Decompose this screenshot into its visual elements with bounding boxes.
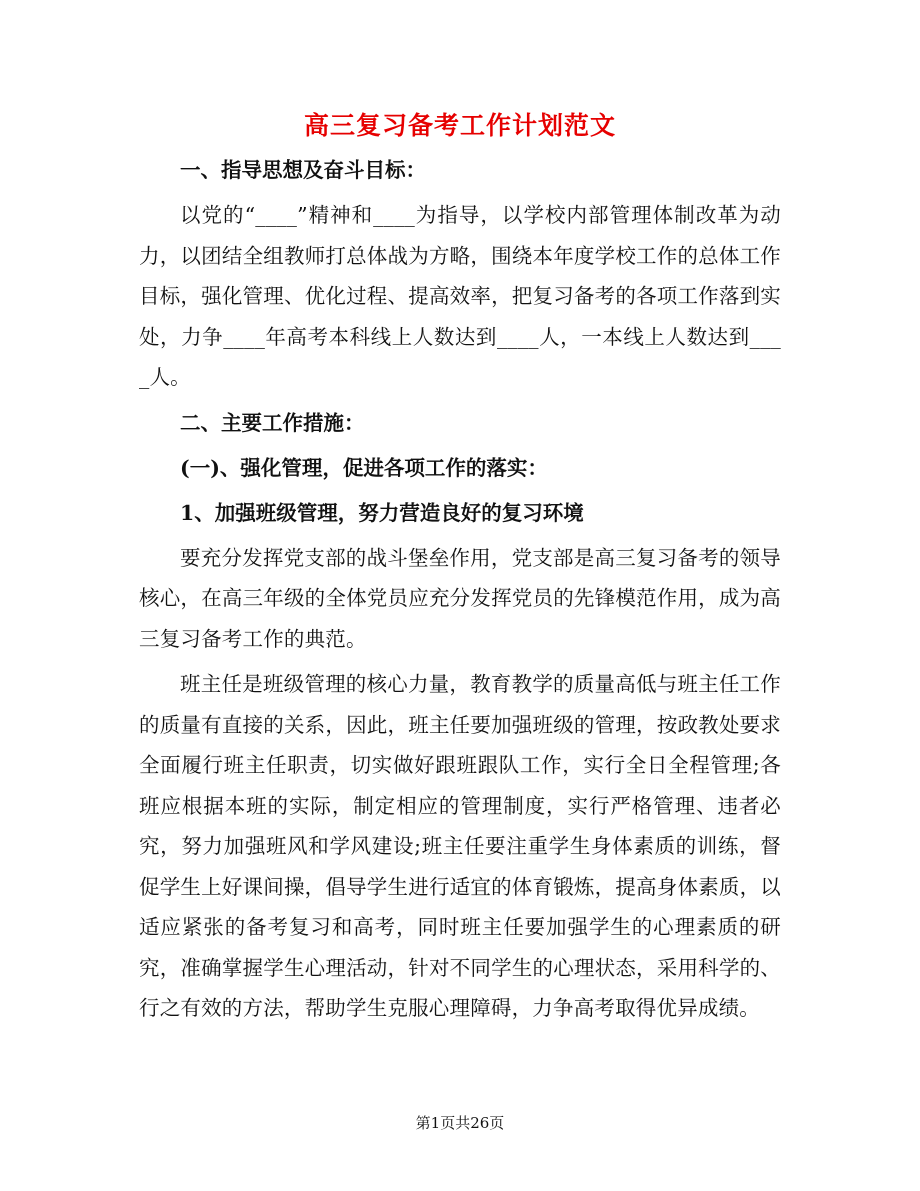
- paragraph-goals: 以党的“____”精神和____为指导，以学校内部管理体制改革为动力，以团结全组教师打总体战为方略，围绕本年度学校工作的总体工作目标，强化管理、优化过程、提高效率，把复习备考的各项工作落到实处，力争____年高考本科线上人数达到____人，一本线上人数达到____人。: [139, 203, 781, 389]
- paragraph-party-branch: 要充分发挥党支部的战斗堡垒作用，党支部是高三复习备考的领导核心，在高三年级的全体党员应充分发挥党员的先锋模范作用，成为高三复习备考工作的典范。: [139, 545, 781, 651]
- section-heading-guiding-ideology: 一、指导思想及奋斗目标：: [180, 158, 426, 182]
- paragraph-head-teacher: 班主任是班级管理的核心力量，教育教学的质量高低与班主任工作的质量有直接的关系，因此，班主任要加强班级的管理，按政教处要求全面履行班主任职责，切实做好跟班跟队工作，实行全日全程管理;各班应根据本班的实际，制定相应的管理制度，实行严格管理、违者必究，努力加强班风和学风建设;班主任要注重学生身体素质的训练，督促学生上好课间操，倡导学生进行适宜的体育锻炼，提高身体素质，以适应紧张的备考复习和高考，同时班主任要加强学生的心理素质的研究，准确掌握学生心理活动，针对不同学生的心理状态，采用科学的、行之有效的方法，帮助学生克服心理障碍，力争高考取得优异成绩。: [139, 672, 781, 1020]
- document-title: 高三复习备考工作计划范文: [303, 111, 616, 140]
- item-heading-class-management: 1、加强班级管理，努力营造良好的复习环境: [180, 500, 584, 525]
- section-heading-main-measures: 二、主要工作措施：: [180, 410, 365, 435]
- subsection-heading-strengthen-management: (一)、强化管理，促进各项工作的落实：: [180, 455, 548, 480]
- document-body: [139, 150, 781, 1034]
- page-number: 第1页共26页: [415, 1114, 505, 1132]
